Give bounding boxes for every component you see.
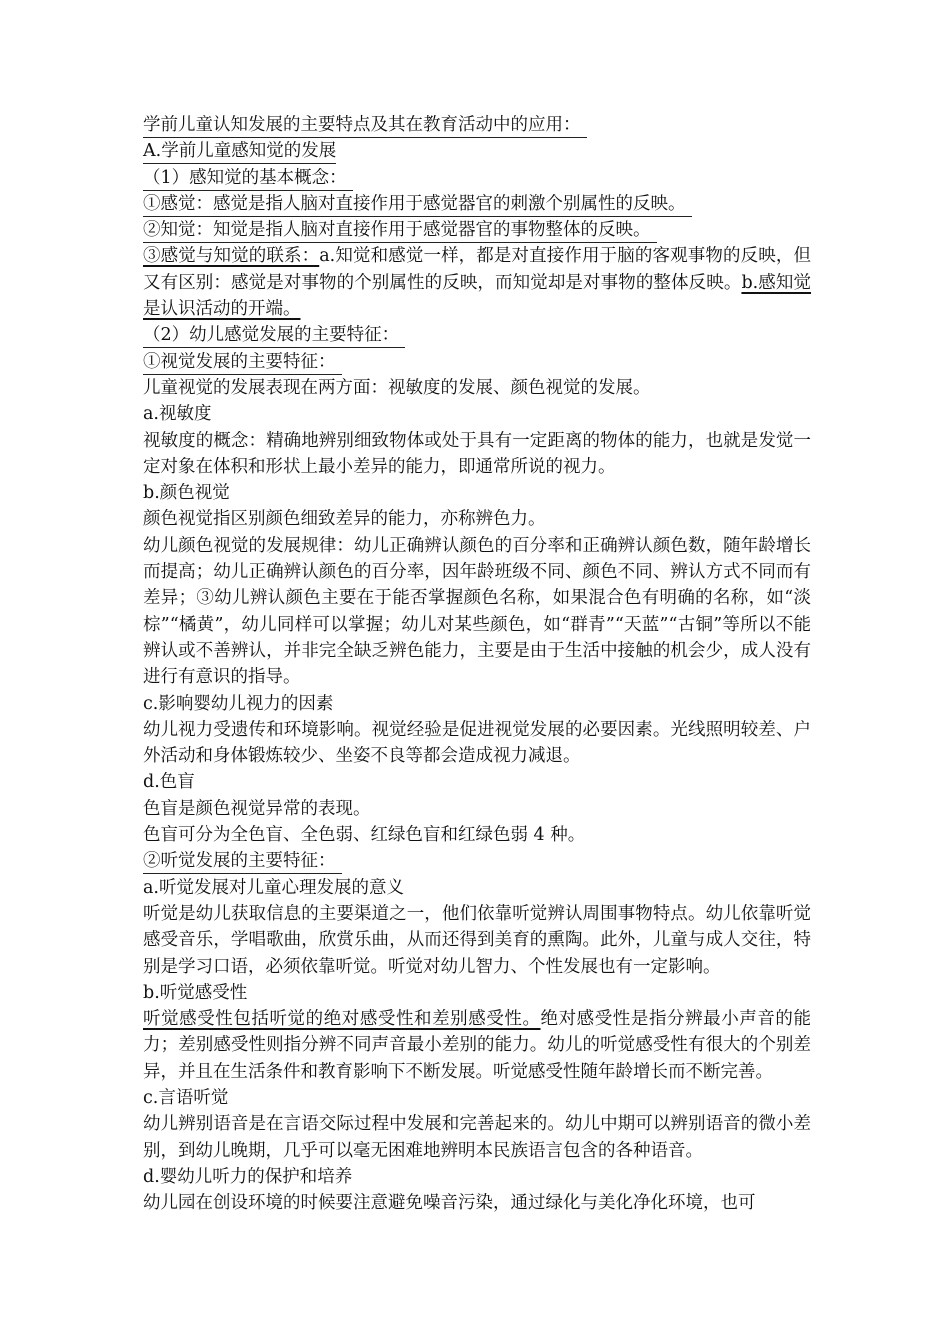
color-blindness-heading: d.色盲 bbox=[143, 772, 195, 793]
hearing-sensitivity-rest: 绝对感受性是指分辨最小声音的能力；差别感受性则指分辨不同声音最小差别的能力。幼儿的听觉感受性有很大的个别差异，并且在生活条件和教育影响下不断发展。听觉感受性随年龄增长而不断完善。 bbox=[143, 1009, 812, 1082]
hearing-protection-body: 幼儿园在创设环境的时候要注意避免噪音污染，通过绿化与美化净化环境，也可 bbox=[143, 1193, 756, 1214]
section-a-heading-text: A.学前儿童感知觉的发展 bbox=[143, 139, 336, 164]
hearing-heading-text: ②听觉发展的主要特征： bbox=[143, 849, 342, 874]
relation-lead: ③感觉与知觉的联系： bbox=[143, 246, 320, 267]
hearing-significance-body: 听觉是幼儿获取信息的主要渠道之一，他们依靠听觉辨认周围事物特点。幼儿依靠听觉感受音乐，学唱歌曲，欣赏乐曲，从而还得到美育的熏陶。此外，儿童与成人交往，特别是学习口语，必须依靠听觉。听觉对幼儿智力、个性发展也有一定影响。 bbox=[143, 903, 811, 977]
hearing-protection-heading: d.婴幼儿听力的保护和培养 bbox=[143, 1166, 353, 1187]
vision-factors-heading: c.影响婴幼儿视力的因素 bbox=[143, 693, 334, 714]
relation-tail: b.感知觉是认识活动的开端。 bbox=[143, 272, 812, 320]
hearing-significance-heading: a.听觉发展对儿童心理发展的意义 bbox=[143, 877, 404, 898]
vision-heading-text: ①视觉发展的主要特征： bbox=[143, 350, 342, 375]
hearing-heading bbox=[143, 848, 811, 874]
section-2-heading bbox=[143, 322, 811, 348]
definition-sensation-text: ①感觉：感觉是指人脑对直接作用于感觉器官的刺激个别属性的反映。 bbox=[143, 192, 692, 217]
vision-acuity-body: 视敏度的概念：精确地辨别细致物体或处于具有一定距离的物体的能力，也就是发觉一定对象在体积和形状上最小差异的能力，即通常所说的视力。 bbox=[143, 430, 811, 477]
definition-perception bbox=[143, 217, 811, 243]
section-a-heading bbox=[143, 138, 811, 164]
speech-hearing-heading: c.言语听觉 bbox=[143, 1087, 229, 1108]
vision-heading bbox=[143, 349, 811, 375]
vision-factors-body: 幼儿视力受遗传和环境影响。视觉经验是促进视觉发展的必要因素。光线照明较差、户外活动和身体锻炼较少、坐姿不良等都会造成视力减退。 bbox=[143, 719, 811, 767]
color-vision-body-2: 幼儿颜色视觉的发展规律：幼儿正确辨认颜色的百分率和正确辨认颜色数，随年龄增长而提高；幼儿正确辨认颜色的百分率，因年龄班级不同、颜色不同、辨认方式不同而有差异；③幼儿辨认颜色主要在于能否掌握颜色名称，如果混合色有明确的名称，如“淡棕”“橘黄”，幼儿同样可以掌握；幼儿对某些颜色，如“群青”“天蓝”“古铜”等所以不能辨认或不善辨认，并非完全缺乏辨色能力，主要是由于生活中接触的机会少，成人没有进行有意识的指导。 bbox=[143, 535, 811, 688]
hearing-sensitivity-heading: b.听觉感受性 bbox=[143, 982, 248, 1003]
section-1-heading bbox=[143, 165, 811, 191]
definition-sensation bbox=[143, 191, 811, 217]
section-1-heading-text: （1）感知觉的基本概念： bbox=[143, 166, 353, 191]
sensation-perception-relation bbox=[143, 243, 811, 322]
relation-body: a.知觉和感觉一样，都是对直接作用于脑的客观事物的反映，但又有区别：感觉是对事物的个别属性的反映，而知觉却是对事物的整体反映。 bbox=[143, 246, 811, 293]
doc-title bbox=[143, 112, 811, 138]
doc-title-text: 学前儿童认知发展的主要特点及其在教育活动中的应用： bbox=[143, 113, 587, 138]
document-page bbox=[143, 112, 811, 1216]
section-2-heading-text: （2）幼儿感觉发展的主要特征： bbox=[143, 323, 405, 348]
color-vision-body-1: 颜色视觉指区别颜色细致差异的能力，亦称辨色力。 bbox=[143, 509, 546, 530]
speech-hearing-body: 幼儿辨别语音是在言语交际过程中发展和完善起来的。幼儿中期可以辨别语音的微小差别，到幼儿晚期，几乎可以毫无困难地辨明本民族语言包含的各种语音。 bbox=[143, 1114, 811, 1161]
definition-perception-text: ②知觉：知觉是指人脑对直接作用于感觉器官的事物整体的反映。 bbox=[143, 218, 657, 243]
color-vision-heading: b.颜色视觉 bbox=[143, 483, 230, 504]
vision-acuity-heading: a.视敏度 bbox=[143, 404, 212, 425]
vision-intro: 儿童视觉的发展表现在两方面：视敏度的发展、颜色视觉的发展。 bbox=[143, 377, 651, 398]
color-blindness-body-2: 色盲可分为全色盲、全色弱、红绿色盲和红绿色弱 4 种。 bbox=[143, 825, 586, 846]
hearing-sensitivity-body bbox=[143, 1006, 811, 1085]
color-blindness-body-1: 色盲是颜色视觉异常的表现。 bbox=[143, 798, 371, 819]
hearing-sensitivity-lead: 听觉感受性包括听觉的绝对感受性和差别感受性。 bbox=[143, 1009, 541, 1030]
